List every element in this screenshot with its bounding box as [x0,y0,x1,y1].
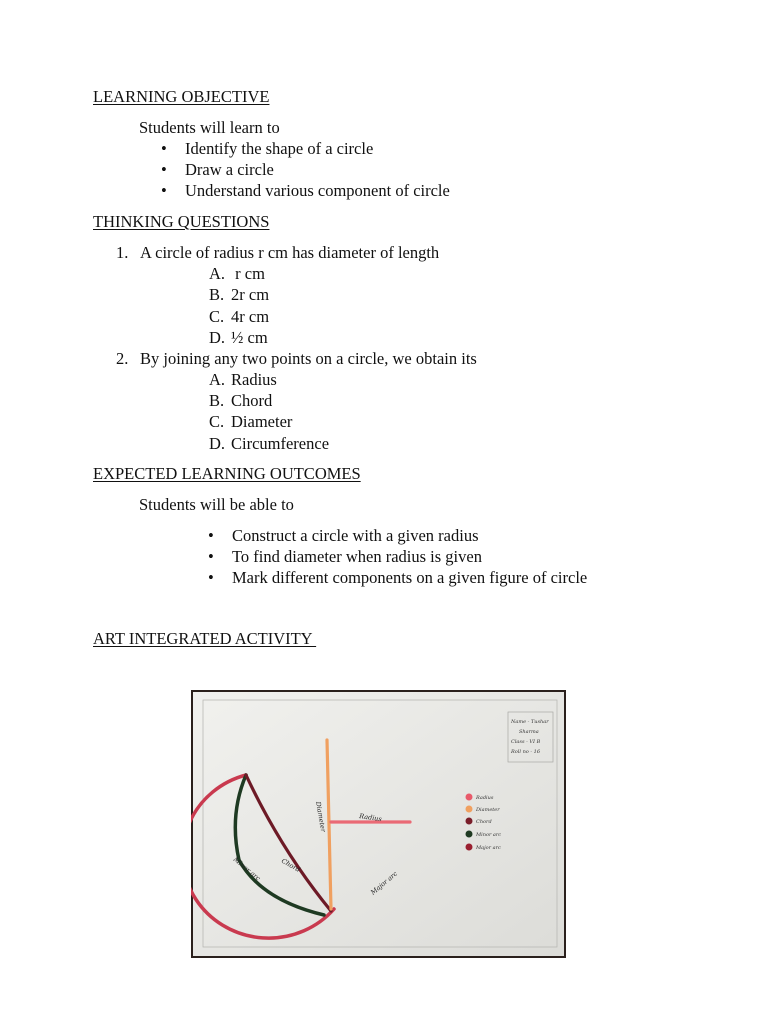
expected-outcomes-intro: Students will be able to [139,495,294,514]
label-major-arc: Major arc [369,869,400,897]
option-1d: D. ½ cm [209,328,268,347]
option-1b: B. 2r cm [209,285,270,304]
name-line: Name - Tushar [511,719,549,725]
name-line: Sharma [519,729,539,735]
label-diameter: Diameter [314,800,328,833]
list-item: • Identify the shape of a circle [161,139,374,158]
legend-swatch [466,794,473,801]
legend-swatch [466,831,473,838]
circle-activity-photo [191,690,566,958]
legend-label: Minor arc [476,832,502,838]
list-item: • Mark different components on a given figure of circle [208,568,588,587]
question-1: 1. A circle of radius r cm has diameter of length [116,243,440,262]
thinking-questions-heading: THINKING QUESTIONS [93,212,270,231]
question-2: 2. By joining any two points on a circle, we obtain its [116,349,477,368]
legend-swatch [466,844,473,851]
paper-sheet [193,692,564,956]
label-chord: Chord [280,856,302,874]
learning-objective-intro: Students will learn to [139,118,280,137]
option-1c: C. 4r cm [209,307,270,326]
legend-label: Major arc [476,845,501,851]
legend-label: Chord [476,819,492,825]
list-item: • To find diameter when radius is given [208,547,482,566]
legend-label: Diameter [476,807,500,813]
legend-swatch [466,818,473,825]
legend-label: Radius [476,795,494,801]
learning-objective-heading: LEARNING OBJECTIVE [93,87,270,106]
option-1a: A. r cm [209,264,265,283]
expected-outcomes-heading: EXPECTED LEARNING OUTCOMES [93,464,361,483]
art-activity-heading: ART INTEGRATED ACTIVITY [93,629,317,648]
list-item: • Understand various component of circle [161,181,450,200]
name-line: Class - VI B [511,739,541,745]
option-2d: D. Circumference [209,434,330,453]
option-2b: B. Chord [209,391,273,410]
list-item: • Construct a circle with a given radius [208,526,479,545]
list-item: • Draw a circle [161,160,274,179]
option-2a: A. Radius [209,370,277,389]
option-2c: C. Diameter [209,412,293,431]
name-line: Roll no - 16 [511,749,541,755]
legend-swatch [466,806,473,813]
label-minor-arc: Minor arc [231,855,262,883]
label-radius: Radius [358,812,383,824]
